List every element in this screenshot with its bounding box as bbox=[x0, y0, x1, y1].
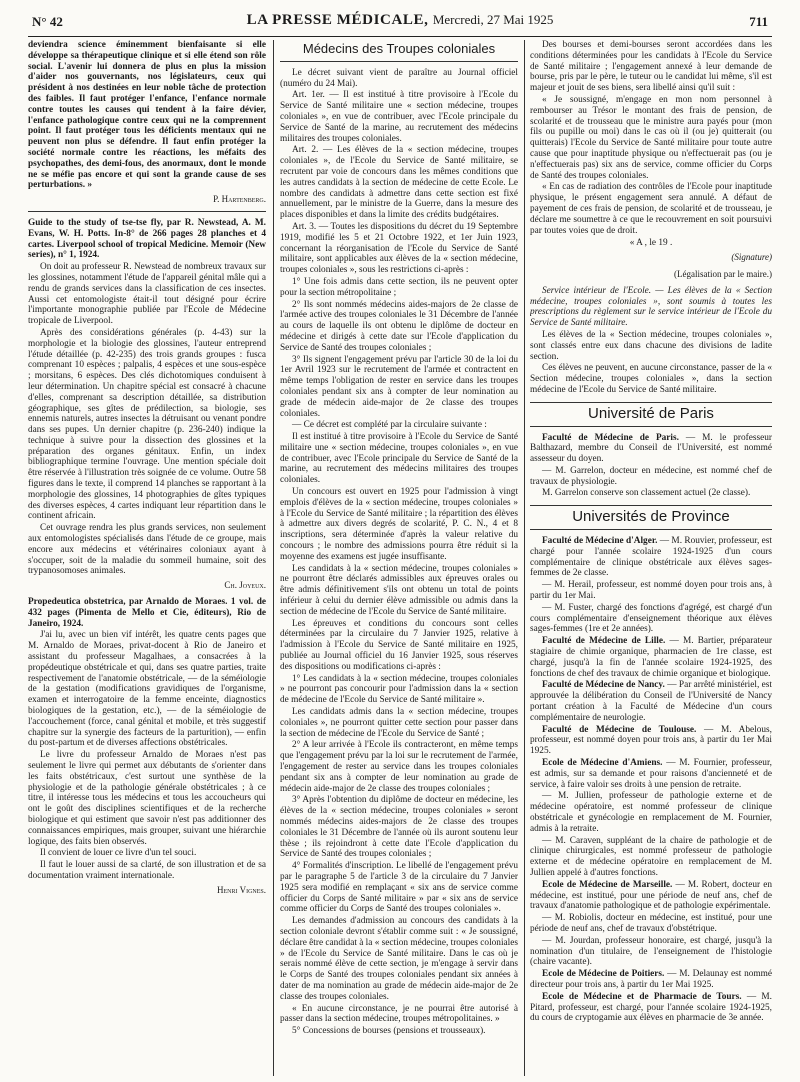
entry-text: — M. Abelous, professeur, est nommé doyen pour trois ans, à partir du 1er Mai 1925. bbox=[530, 724, 772, 757]
review-signature: P. Hartenberg. bbox=[213, 194, 266, 205]
entry-text: — M. le professeur Balthazard, membre du Conseil de l'Université, est nommé assesseur du doyen. bbox=[530, 432, 772, 465]
news-entry bbox=[530, 880, 772, 912]
article-paragraph: Les élèves de la « Section médecine, troupes coloniales », sont classés entre eux dans chacune des divisions de ladite section. bbox=[530, 329, 772, 362]
entry-text: — M. Rouvier, professeur, est chargé pour l'année scolaire 1924-1925 d'un cours complémentaire de clinique obstétricale aux élèves sages-femmes de 2e classe. bbox=[530, 536, 772, 579]
article-paragraph: 3° Après l'obtention du diplôme de docteur en médecine, les élèves de la « section médecine, troupes coloniales » seront nommés médecins aides-majors de 2e classe des troupes coloniales le 31 Décembre de l'année où ils auront soutenu leur thèse ; ils rejoindront à cette date l'Ecole d'application du Service de Santé des troupes coloniales ; bbox=[280, 795, 518, 860]
review-conclusion: deviendra science éminemment bienfaisante si elle développe sa thérapeutique clinique et si elle étend son rôle social. L'avenir lui donnera de plus en plus la mission d'aider nos gouvernants, nos législateurs, ceux qui président à nos destinées en leur noble tâche de protection des faibles. Il faut protéger l'enfance, l'enfance normale contre toutes les causes qui tendent à la faire dévier, l'enfance pathologique contre ceux qui ne la comprennent point. Il faut protéger tous les déficients mentaux qui ne peuvent non plus se défendre. Il faut enfin protéger la société normale contre les réactions, les méfaits des psychopathes, des demi-fous, des anormaux, dont le monde ne se méfie pas encore et qui sont la grande cause de ses perturbations. » bbox=[28, 40, 266, 191]
article-paragraph: — Ce décret est complété par la circulaire suivante : bbox=[292, 420, 487, 431]
section-rule bbox=[280, 61, 518, 62]
column-divider bbox=[524, 40, 525, 1076]
book-review-paragraph: Il faut le louer aussi de sa clarté, de son illustration et de sa documentation vraiment internationale. bbox=[28, 860, 266, 881]
entry-text: — M. Fournier, professeur, est admis, sur sa demande et pour raisons d'ancienneté et de service, à faire valoir ses droits à une pension de retraite. bbox=[530, 758, 772, 790]
news-entry bbox=[530, 680, 772, 723]
entry-lead: Ecole de Médecine de Marseille. bbox=[542, 879, 673, 890]
article-paragraph: 1° Une fois admis dans cette section, ils ne peuvent opter pour la section métropolitaine ; bbox=[280, 276, 518, 298]
news-entry bbox=[530, 536, 772, 579]
section-rule bbox=[530, 426, 772, 427]
book-review-paragraph: Il convient de louer ce livre d'un tel souci. bbox=[40, 848, 197, 859]
article-paragraph: Un concours est ouvert en 1925 pour l'admission à vingt emplois d'élèves de la « section médecine, troupes coloniales » à l'Ecole du Service de Santé militaire ; la répartition des élèves à admettre aux divers degrés de scolarité, P. C. N., 4 et 8 inscriptions, sera déterminée d'après la valeur relative du concours ; le nombre des admissions pourra être réduit si la moyenne des examens est jugée insuffisante. bbox=[280, 487, 518, 562]
page-header bbox=[28, 8, 772, 37]
section-heading: Université de Paris bbox=[588, 404, 714, 422]
article-paragraph: Les épreuves et conditions du concours sont celles déterminées par la circulaire du 7 Janvier 1925, relative à l'admission à l'Ecole du Service de Santé militaire en 1925, publiée au Journal officiel du 16 Janvier 1925, sous réserves des dispositions ou modifications ci-après : bbox=[280, 618, 518, 672]
article-paragraph: Le décret suivant vient de paraître au Journal officiel (numéro du 24 Mai). bbox=[280, 67, 518, 89]
review-signature: Ch. Joyeux. bbox=[224, 580, 266, 591]
column-right bbox=[530, 40, 772, 1076]
book-review-paragraph: Cet ouvrage rendra les plus grands services, non seulement aux entomologistes spécialisés dans l'étude de ce groupe, mais encore aux médecins et vétérinaires coloniaux ayant à s'occuper, soit de la maladie du sommeil humaine, soit des trypanosomoses animales. bbox=[28, 523, 266, 577]
form-dateline: « A , le 19 . bbox=[629, 238, 673, 249]
article-paragraph: 2° Ils sont nommés médecins aides-majors de 2e classe de l'armée active des troupes coloniales le 31 Décembre de l'année au cours de laquelle ils ont obtenu le diplôme de docteur en médecine et dirigés à cette date sur l'Ecole d'application du Service de Santé des troupes coloniales ; bbox=[280, 299, 518, 353]
news-entry: — M. Fuster, chargé des fonctions d'agrégé, est chargé d'un cours complémentaire d'enseignement théorique aux élèves sages-femmes (1re et 2e années). bbox=[530, 602, 772, 635]
news-entry: — M. Jourdan, professeur honoraire, est chargé, jusqu'à la nomination d'un titulaire, de l'enseignement de l'histologie (chaire vacante). bbox=[530, 935, 772, 968]
entry-text: — M. Pitard, professeur, est chargé, pour l'année scolaire 1924-1925, du cours de cryptogamie aux élèves en pharmacie de 3e année. bbox=[530, 991, 772, 1024]
article-paragraph: Service intérieur de l'Ecole. — Les élèves de la « Section médecine, troupes coloniales », sont soumis à toutes les prescriptions du règlement sur le service intérieur de l'Ecole du Service de Santé militaire. bbox=[530, 285, 772, 329]
issue-date: Mercredi, 27 Mai 1925 bbox=[432, 12, 554, 27]
section-heading: Médecins des Troupes coloniales bbox=[302, 41, 496, 56]
book-review-paragraph: Après des considérations générales (p. 4-43) sur la morphologie et la biologie des glossines, l'auteur entreprend l'étude détaillée (p. 42-235) des trois grands groupes : fusca comprenant 10 espèces ; palpalis, 4 espèces et une sous-espèce ; morsitans, 6 espèces. Des clés dichotomiques conduisent à leur détermination. Un chapitre spécial est consacré à chacune d'elles, comprenant sa description détaillée, sa distribution géographique, ses gîtes de prédilection, sa biologie, ses ennemis naturels, autres insectes la détruisant ou venant pondre dans ses pupes. Un dernier chapitre (p. 236-240) indique la technique à suivre pour la dissection des glossines et la préparation des organes génitaux. Enfin, un index bibliographique termine l'ouvrage. Une mention spéciale doit être réservée à l'illustration très soignée de ce volume. Outre 58 figures dans le texte, il comprend 14 planches se rapportant à la morphologie des glossines, 14 photographies de gîtes typiques des diverses espèces, 4 cartes indiquant leur répartition dans le continent africain. bbox=[28, 327, 266, 522]
column-divider bbox=[273, 40, 274, 1076]
section-rule bbox=[530, 505, 772, 506]
article-paragraph: 3° Ils signent l'engagement prévu par l'article 30 de la loi du 1er Avril 1923 sur le recrutement de l'armée et contractent en même temps l'obligation de rester en service dans les troupes coloniales pendant six ans à compter de leur nomination au grade de médecin aide-major de 2e classe des troupes coloniales. bbox=[280, 354, 518, 419]
news-entry: — M. Herail, professeur, est nommé doyen pour trois ans, à partir du 1er Mai. bbox=[530, 580, 772, 602]
entry-lead: Faculté de Médecine de Lille. bbox=[542, 636, 666, 647]
news-entry: — M. Jullien, professeur de pathologie externe et de médecine opératoire, est nommé professeur de clinique obstétricale et gynécologie en remplacement de M. Fournier, admis à la retraite. bbox=[530, 791, 772, 834]
article-paragraph: « En cas de radiation des contrôles de l'Ecole pour inaptitude physique, le présent engagement sera annulé. A défaut de payement de ces frais de pension, de scolarité et de trousseau, je déclare me soumettre à ce que le recouvrement en soit poursuivi par toutes voies que de droit. bbox=[530, 182, 772, 236]
entry-lead: Ecole de Médecine de Poitiers. bbox=[542, 969, 665, 980]
article-paragraph: « Je soussigné, m'engage en mon nom personnel à rembourser au Trésor le montant des frais de pension, de scolarité et de trousseau que le ministre aura payés pour (mon fils ou pupille ou moi) dans le cas où il (ou je) quitterait (ou quitterais) l'Ecole du Service de Santé militaire pour toute autre cause que pour inaptitude physique ou n'effectuerait pas (ou je n'effectuerais pas) six ans de service, comme officier du Corps de Santé des troupes coloniales. bbox=[530, 94, 772, 181]
masthead bbox=[28, 12, 772, 29]
news-entry bbox=[530, 725, 772, 757]
book-review-heading: Propedeutica obstetrica, par Arnaldo de Moraes. 1 vol. de 432 pages (Pimenta de Mello et Cie, éditeurs), Rio de Janeiro, 1924. bbox=[28, 597, 266, 629]
entry-text: — M. Bartier, préparateur stagiaire de chimie organique, pharmacien de 1re classe, est chargé, jusqu'à la fin de l'année scolaire 1924-1925, des fonctions de chef des travaux de chimie organique et biologique. bbox=[530, 636, 772, 679]
column-left bbox=[28, 40, 266, 1076]
entry-lead: Faculté de Médecine de Nancy. bbox=[542, 680, 665, 691]
entry-text: — Par arrêté ministériel, est approuvée la délibération du Conseil de l'Université de Nancy portant création à la Faculté de Médecine d'un cours complémentaire de neurologie. bbox=[530, 680, 772, 723]
section-rule bbox=[28, 211, 266, 212]
article-paragraph: Les candidats admis dans la « section médecine, troupes coloniales », ne pourront quitter cette section pour passer dans la section de médecine de l'Ecole du Service de Santé ; bbox=[280, 707, 518, 739]
article-paragraph: Art. 2. — Les élèves de la « section médecine, troupes coloniales », de l'Ecole du Service de Santé militaire, se recrutent par voie de concours dans les mêmes conditions que les autres candidats à la section de médecine de cette Ecole. Le nombre des candidats à admettre dans cette section est fixé annuellement, par le ministre de la Guerre, dans la mesure des places disponibles et dans la limite des crédits budgétaires. bbox=[280, 145, 518, 221]
entry-lead: Faculté de Médecine d'Alger. bbox=[542, 536, 658, 547]
article-paragraph: Des bourses et demi-bourses seront accordées dans les conditions déterminées pour les candidats à l'Ecole du Service de Santé militaire ; l'engagement annexé à leur demande de bourse, pris par le père, le tuteur ou le candidat lui même, s'il est majeur et jouit de ses biens, sera libellé ainsi qu'il suit : bbox=[530, 40, 772, 94]
entry-lead: Faculté de Médecine de Toulouse. bbox=[542, 724, 697, 735]
book-review-heading: Guide to the study of tse-tse fly, par R. Newstead, A. M. Evans, W. H. Potts. In-8° de 266 pages 28 planches et 4 cartes. Liverpool school of tropical Medicine. Memoir (New series), n° 1, 1924. bbox=[28, 217, 266, 261]
page-number: 711 bbox=[749, 14, 768, 29]
entry-lead: Ecole de Médecine d'Amiens. bbox=[542, 758, 663, 769]
article-paragraph: Art. 1er. — Il est institué à titre provisoire à l'Ecole du Service de Santé militaire une « section médecine, troupes coloniales », en vue de contribuer, avec l'Ecole principale du Service de Santé de la marine, au recrutement des médecins militaires des troupes coloniales. bbox=[280, 90, 518, 144]
article-paragraph: Ces élèves ne peuvent, en aucune circonstance, passer de la « Section médecine, troupes coloniales », dans la section médecine de l'Ecole du Service de Santé militaire. bbox=[530, 363, 772, 395]
article-paragraph: 2° A leur arrivée à l'Ecole ils contracteront, en même temps que l'engagement prévu par la loi sur le recrutement de l'armée, l'engagement de rester au service dans les troupes coloniales pendant six ans à compter de leur nomination au grade de médecin aide-major de 2e classe des troupes coloniales ; bbox=[280, 740, 518, 794]
section-rule bbox=[530, 529, 772, 530]
news-entry bbox=[530, 992, 772, 1024]
article-paragraph: 4° Formalités d'inscription. Le libellé de l'engagement prévu par le paragraphe 5 de l'article 3 de la circulaire du 7 Janvier 1925 sera modifié en remplaçant « six ans de service comme officier du Corps de Santé militaire » par « six ans de service comme officier du Corps de Santé des troupes coloniales ». bbox=[280, 861, 518, 915]
column-middle bbox=[280, 40, 518, 1076]
news-entry: — M. Garrelon, docteur en médecine, est nommé chef de travaux de physiologie. bbox=[530, 465, 772, 487]
news-entry: M. Garrelon conserve son classement actuel (2e classe). bbox=[542, 488, 751, 499]
form-legalisation: (Légalisation par le maire.) bbox=[674, 268, 772, 279]
news-entry bbox=[530, 758, 772, 790]
book-review-paragraph: Le livre du professeur Arnaldo de Moraes n'est pas seulement le livre qui permet aux débutants de s'orienter dans les faits obstétricaux, c'est surtout une synthèse de la physiologie et de la pathologie générale obstétricales ; à ce titre, il intéresse tous les médecins et tous les accoucheurs qui ont le goût des disciplines scientifiques et de la recherche biologique et qui estiment que savoir n'est pas additionner des connaissances empiriques, mais grouper, suivant une hiérarchie logique, des faits bien observés. bbox=[28, 750, 266, 847]
entry-text: — M. Delaunay est nommé directeur pour trois ans, à partir du 1er Mai 1925. bbox=[530, 969, 772, 990]
section-heading: Universités de Province bbox=[572, 508, 730, 526]
entry-lead: Ecole de Médecine et de Pharmacie de Tours. bbox=[542, 991, 742, 1002]
form-signature: (Signature) bbox=[731, 252, 772, 263]
issue-number: N° 42 bbox=[32, 14, 63, 29]
book-review-paragraph: J'ai lu, avec un bien vif intérêt, les quatre cents pages que M. Arnaldo de Moraes, privat-docent à Rio de Janeiro et assistant du professeur Magalhaes, a consacrées à la propédeutique obstétricale et qui, dans ses quatre parties, traite respectivement de l'anatomie obstétricale, — de la séméiologie de la gestation (modifications gravidiques de l'organisme, examen et interrogatoire de la femme enceinte, diagnostics biologiques de la gestation, etc.), — de la séméiologie de l'accouchement (force, canal génital et mobile, et très suggestif chapitre sur la synergie des facteurs de la parturition), — enfin du post-partum et de diverses affections obstétricales. bbox=[28, 630, 266, 749]
article-paragraph: Les demandes d'admission au concours des candidats à la section coloniale devront s'établir comme suit : « Je soussigné, déclare être candidat à la « section médecine, troupes coloniales » de l'Ecole du Service de Santé militaire. Dans le cas où je serais nommé élève de cette section, je m'engage à servir dans le Corps de Santé des troupes coloniales pendant six années à dater de ma nomination au grade de médecin aide-major de 2e classe des troupes coloniales. bbox=[280, 916, 518, 1002]
news-entry: — M. Robiolis, docteur en médecine, est institué, pour une période de neuf ans, chef de travaux d'obstétrique. bbox=[530, 913, 772, 934]
book-review-paragraph: On doit au professeur R. Newstead de nombreux travaux sur les glossines, notamment l'étude de l'appareil génital mâle qui a rendu de grands services dans la classification de ces insectes. Aussi cet entomologiste était-il tout désigné pour écrire l'importante monographie publiée par l'Ecole de Médecine tropicale de Liverpool. bbox=[28, 262, 266, 327]
article-paragraph: 5° Concessions de bourses (pensions et trousseaux). bbox=[292, 1026, 486, 1037]
news-entry bbox=[530, 969, 772, 991]
article-paragraph: « En aucune circonstance, je ne pourrai être autorisé à passer dans la section médecine, troupes métropolitaines. » bbox=[280, 1003, 518, 1025]
section-rule bbox=[530, 402, 772, 403]
news-entry: — M. Caraven, suppléant de la chaire de pathologie et de clinique chirurgicales, est nommé professeur de pathologie externe et de médecine opératoire en remplacement de M. Jullien appelé à d'autres fonctions. bbox=[530, 835, 772, 878]
review-signature: Henri Vignes. bbox=[216, 884, 266, 895]
masthead-title: LA PRESSE MÉDICALE, bbox=[246, 12, 429, 28]
news-entry bbox=[530, 636, 772, 679]
entry-lead: Faculté de Médecine de Paris. bbox=[542, 432, 679, 443]
article-paragraph: Il est institué à titre provisoire à l'Ecole du Service de Santé militaire une « section médecine, troupes coloniales », en vue de contribuer, avec l'Ecole principale du Service de Santé de la marine, au recrutement des médecins militaires des troupes coloniales. bbox=[280, 432, 518, 486]
article-paragraph: 1° Les candidats à la « section médecine, troupes coloniales » ne pourront pas concourir pour l'admission dans la « section de médecine de l'Ecole du Service de Santé militaire ». bbox=[280, 673, 518, 706]
article-paragraph: Art. 3. — Toutes les dispositions du décret du 19 Septembre 1919, modifié les 5 et 21 Octobre 1922, et 1er Juin 1923, concernant la réorganisation de l'Ecole du Service de Santé militaire, sont applicables aux élèves de la « section médecine, troupes coloniales », sous les restrictions ci-après : bbox=[280, 221, 518, 276]
entry-text: — M. Robert, docteur en médecine, est institué, pour une période de neuf ans, chef de travaux d'anatomie pathologique et de pathologie expérimentale. bbox=[530, 879, 772, 912]
news-entry bbox=[530, 433, 772, 465]
article-paragraph: Les candidats à la « section médecine, troupes coloniales » ne pourront être déclarés admissibles aux épreuves orales ou être admis définitivement s'ils ont obtenu un total de points inférieur à celui du dernier élève admissible ou admis dans la section de médecine de l'Ecole du Service de Santé militaire. bbox=[280, 563, 518, 617]
